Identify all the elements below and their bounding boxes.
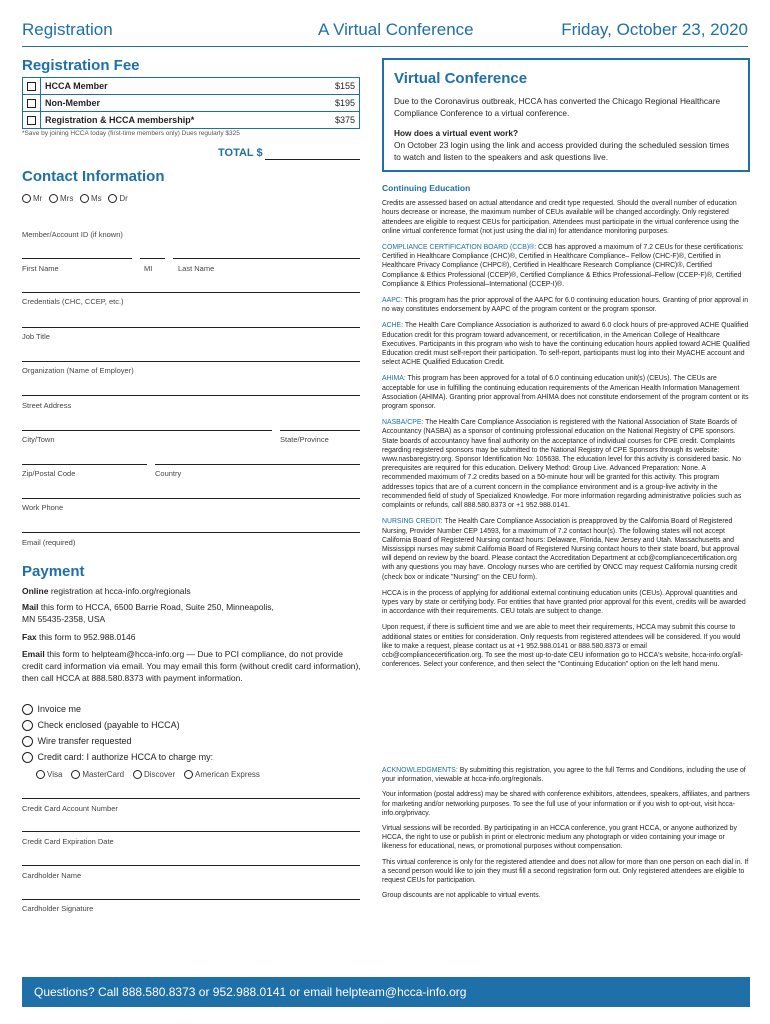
member-id-label: Member/Account ID (if known) <box>22 230 123 239</box>
header-conference: A Virtual Conference <box>318 20 474 39</box>
radio-check[interactable] <box>22 720 33 731</box>
radio-wire[interactable] <box>22 736 33 747</box>
cardholder-name-label: Cardholder Name <box>22 871 82 880</box>
zip-label: Zip/Postal Code <box>22 469 76 478</box>
card-label: Visa <box>47 770 63 779</box>
radio-discover[interactable] <box>133 770 142 779</box>
payment-option[interactable] <box>22 752 213 763</box>
radio-mrs[interactable] <box>49 194 58 203</box>
option-label: Credit card: I authorize HCCA to charge my: <box>37 752 214 762</box>
ack-info-sharing: Your information (postal address) may be shared with conference exhibitors, attendees, speakers, affiliates, and partners for marketing and/or networking purposes. To see the full use of your information or if you wish to opt-out, visit hcca-info.org/privacy. <box>382 791 750 817</box>
email-payment-text: this form to helpteam@hcca-info.org — Due to PCI compliance, do not provide credit card information via email. You may email this form (without credit card information), then call HCCA at 888.580.8373 with payment information. <box>22 649 361 683</box>
radio-mastercard[interactable] <box>71 770 80 779</box>
phone-label: Work Phone <box>22 503 64 512</box>
virtual-answer: On October 23 login using the link and access provided during the scheduled session times to watch and listen to the speakers and ask questions live. <box>394 140 730 162</box>
checkbox[interactable] <box>27 99 36 108</box>
fee-checkbox-cell[interactable] <box>23 78 41 95</box>
ack-paragraph <box>382 766 750 784</box>
fee-row <box>23 78 360 95</box>
continuing-education-section <box>382 184 750 669</box>
fee-label: Non-Member <box>41 95 326 112</box>
street-label: Street Address <box>22 401 72 410</box>
checkbox[interactable] <box>27 116 36 125</box>
cardholder-signature-label: Cardholder Signature <box>22 904 94 913</box>
salutation-group <box>22 194 128 203</box>
country-label: Country <box>155 469 182 478</box>
job-title-label: Job Title <box>22 332 50 341</box>
nasba-heading: NASBA/CPE: <box>382 419 424 427</box>
card-label: American Express <box>195 770 260 779</box>
nursing-heading: NURSING CREDIT: <box>382 518 443 526</box>
registration-fee-title: Registration Fee <box>22 57 140 74</box>
fee-checkbox-cell[interactable] <box>23 112 41 129</box>
ache-paragraph <box>382 321 750 367</box>
state-field[interactable] <box>280 430 360 431</box>
footer-bar <box>22 977 750 1007</box>
cc-number-field[interactable] <box>22 798 360 799</box>
ccb-text: CCB has approved a maximum of 7.2 CEUs for these certifications: Certified in Healthcare Compliance (CHC)®, Certified in Healthcare Compliance– Fellow (CHC-F)®, Certified in Healthcare Privacy Compliance (CHPC®), Certified in Healthcare Research Compliance (CHRC)®, Certified Compliance & Ethics Professional (CCEP)®, Certified Compliance & Ethics Professional–Fellow (CCEP-F)®, Certified Compliance & Ethics Professional–International (CCEP-I)®. <box>382 244 744 288</box>
cc-number-label: Credit Card Account Number <box>22 804 118 813</box>
last-name-label: Last Name <box>178 264 215 273</box>
country-field[interactable] <box>155 464 360 465</box>
ahima-heading: AHIMA: <box>382 375 406 383</box>
payment-title: Payment <box>22 563 85 580</box>
payment-option[interactable] <box>22 736 132 747</box>
last-name-field[interactable] <box>173 258 360 259</box>
radio-dr[interactable] <box>108 194 117 203</box>
header-date: Friday, October 23, 2020 <box>561 20 748 39</box>
radio-invoice[interactable] <box>22 704 33 715</box>
ack-heading: ACKNOWLEDGMENTS: <box>382 767 458 774</box>
phone-field[interactable] <box>22 498 360 499</box>
fee-table <box>22 77 360 129</box>
nursing-text: The Health Care Compliance Association is preapproved by the California Board of Registered Nursing, Provider Number CEP 14593, for a maximum of 7.2 contact hour(s). The following states will not accept California Board of Registered Nursing contact hours: Delaware, Florida, New Jersey and Utah. Massachusetts and Mississippi nurses may submit California Board of Registered Nursing contact hours to their state board, but approval will depend on review by the board. Please contact the Accreditation Department at ccb@compliancecertification.org with any questions you may have. Oncology nurses who are certified by ONCC may request California nursing credit (check box or indicate "Nursing" on the CEU form). <box>382 518 740 581</box>
organization-field[interactable] <box>22 361 360 362</box>
mi-field[interactable] <box>140 258 165 259</box>
membership-note: *Save by joining HCCA today (first-time members only) Dues regularly $325 <box>22 130 240 137</box>
ack-recording: Virtual sessions will be recorded. By participating in an HCCA conference, you grant HCCA, or anyone authorized by HCCA, the right to use or publish in print or electronic medium any photograph or video containing your image or likeness for educational, news, or promotional purposes without compensation. <box>382 825 737 851</box>
mail-label: Mail <box>22 602 39 612</box>
online-label: Online <box>22 586 49 596</box>
virtual-conference-title: Virtual Conference <box>394 70 528 87</box>
fax-text: this form to 952.988.0146 <box>36 632 136 642</box>
first-name-label: First Name <box>22 264 59 273</box>
salutation-label: Dr <box>119 194 128 203</box>
checkbox[interactable] <box>27 82 36 91</box>
organization-label: Organization (Name of Employer) <box>22 366 134 375</box>
job-title-field[interactable] <box>22 327 360 328</box>
city-field[interactable] <box>22 430 272 431</box>
card-label: MasterCard <box>82 770 125 779</box>
process-paragraph: HCCA is in the process of applying for additional external continuing education units (CEUs). Approval quantities and types vary by state or certifying body. For entities that have granted prior approval for this event, credits will be awarded in accordance with their requirements. CEU totals are subject to change. <box>382 589 746 616</box>
nursing-paragraph <box>382 517 750 581</box>
ccb-heading: COMPLIANCE CERTIFICATION BOARD (CCB)®: <box>382 244 537 252</box>
street-field[interactable] <box>22 395 360 396</box>
ack-group-discount: Group discounts are not applicable to virtual events. <box>382 892 541 900</box>
radio-visa[interactable] <box>36 770 45 779</box>
radio-amex[interactable] <box>184 770 193 779</box>
radio-mr[interactable] <box>22 194 31 203</box>
ahima-paragraph <box>382 374 750 411</box>
mi-label: MI <box>144 264 153 273</box>
cc-expiration-field[interactable] <box>22 831 360 832</box>
state-label: State/Province <box>280 435 329 444</box>
fax-label: Fax <box>22 632 37 642</box>
virtual-question: How does a virtual event work? <box>394 128 519 138</box>
aapc-paragraph <box>382 296 750 314</box>
credentials-field[interactable] <box>22 292 360 293</box>
ack-text: By submitting this registration, you agree to the full Terms and Conditions, including the use of your information, viewable at hcca-info.org/regionals. <box>382 767 746 784</box>
nasba-paragraph <box>382 418 750 510</box>
request-paragraph: Upon request, if there is sufficient time and we are able to meet their requirements, HCCA may submit this course to additional states or entities for consideration. Only requests from registered attendees will be considered. If you would like to make a request, please contact us at +1 952.988.0141 or 888.580.8373 or email ccb@compliancecertification.org. To see the most up-to-date CEU information go to HCCA's website, hcca-info.org/all-conferences. Select your conference, and then select the "Continuing Education" option on the left hand menu. <box>382 624 743 669</box>
fee-price: $195 <box>326 95 360 112</box>
fee-label: HCCA Member <box>41 78 326 95</box>
virtual-conference-text: Due to the Coronavirus outbreak, HCCA has converted the Chicago Regional Healthcare Compliance Conference to a virtual conference. <box>394 96 721 118</box>
email-label: Email (required) <box>22 538 76 547</box>
continuing-education-title: Continuing Education <box>382 183 471 193</box>
virtual-conference-box <box>382 58 750 172</box>
radio-ms[interactable] <box>80 194 89 203</box>
contact-information-title: Contact Information <box>22 168 165 185</box>
city-label: City/Town <box>22 435 55 444</box>
salutation-label: Mr <box>33 194 43 203</box>
ccb-paragraph <box>382 243 750 289</box>
fee-row <box>23 112 360 129</box>
card-type-group <box>36 770 260 779</box>
online-payment <box>22 585 362 597</box>
option-label: Invoice me <box>37 704 82 714</box>
footer-contact-text: Questions? Call 888.580.8373 or 952.988.0141 or email helpteam@hcca-info.org <box>34 985 467 999</box>
option-label: Wire transfer requested <box>37 736 132 746</box>
cc-expiration-label: Credit Card Expiration Date <box>22 837 114 846</box>
total-input-line[interactable] <box>265 159 360 160</box>
fax-payment <box>22 631 362 643</box>
ahima-text: This program has been approved for a total of 6.0 continuing education unit(s) (CEUs). The CEUs are acceptable for use in fulfilling the continuing education requirements of the American Health Information Management Association (AHIMA). Granting prior approval from AHIMA does not constitute endorsement of the program content or its program sponsor. <box>382 375 749 411</box>
email-field[interactable] <box>22 532 360 533</box>
total-label: TOTAL $ <box>218 147 263 159</box>
payment-option[interactable] <box>22 720 180 731</box>
payment-option[interactable] <box>22 704 81 715</box>
header-registration: Registration <box>22 20 113 39</box>
zip-field[interactable] <box>22 464 147 465</box>
salutation-label: Ms <box>91 194 102 203</box>
fee-label: Registration & HCCA membership* <box>41 112 326 129</box>
email-payment-label: Email <box>22 649 45 659</box>
first-name-field[interactable] <box>22 258 132 259</box>
fee-price: $155 <box>326 78 360 95</box>
credentials-label: Credentials (CHC, CCEP, etc.) <box>22 297 124 306</box>
mail-text: this form to HCCA, 6500 Barrie Road, Suite 250, Minneapolis, MN 55435-2358, USA <box>22 602 274 624</box>
salutation-label: Mrs <box>60 194 74 203</box>
ache-text: The Health Care Compliance Association is authorized to award 6.0 clock hours of pre-approved ACHE Qualified Education credit for this program toward advancement, or recertification, in the American College of Healthcare Executives. Participants in this program who wish to have the continuing education hours applied toward ACHE Qualified Education credit must self-report their participation. To self-report, participants must log into their MyACHE account and select ACHE Qualified Education Credit. <box>382 322 750 367</box>
header-divider <box>22 46 748 47</box>
ache-heading: ACHE: <box>382 322 404 330</box>
email-payment <box>22 648 362 684</box>
option-label: Check enclosed (payable to HCCA) <box>37 720 180 730</box>
aapc-text: This program has the prior approval of the AAPC for 6.0 continuing education hours. Granting of prior approval in no way constitutes endorsement by AAPC of the program content or the program sponsor. <box>382 297 749 314</box>
aapc-heading: AAPC: <box>382 297 403 305</box>
radio-credit-card[interactable] <box>22 752 33 763</box>
online-text: registration at hcca-info.org/regionals <box>48 586 191 596</box>
nasba-text: The Health Care Compliance Association is registered with the National Association of State Boards of Accountancy (NASBA) as a sponsor of continuing professional education on the National Registry of CPE sponsors. State boards of accountancy have final authority on the acceptance of individual courses for CPE credit. Complaints regarding registered sponsors may be submitted to the National Registry of CPE Sponsors through its website: www.nasbaregistry.org. Sponsor Identification No: 105638. The education level for this activity is considered basic. No prerequisites are required for this education. Delivery Method: Group Live. Advanced Preparation: None. A recommended maximum of 7.2 credits based on a 50-minute hour will be granted for this activity. This program addresses topics that are of a current concern in the compliance environment and is a group-live activity in the recommended field of study of Specialized Knowledge. For more information regarding administrative policies such as complaints or refunds, call 888.580.8373 or +1 952.988.0141. <box>382 419 742 510</box>
cardholder-signature-field[interactable] <box>22 899 360 900</box>
fee-row <box>23 95 360 112</box>
mail-payment <box>22 601 282 625</box>
card-label: Discover <box>144 770 176 779</box>
ce-intro: Credits are assessed based on actual attendance and credit type requested. Should the overall number of education hours decrease or increase, the maximum number of CEUs available will be changed accordingly. Only registered attendees are eligible to request CEUs for participation. Attendees must participate in the virtual conference using the online virtual conference format (not just using the dial in) for attendance monitoring purposes. <box>382 200 739 235</box>
cardholder-name-field[interactable] <box>22 865 360 866</box>
page-header <box>0 0 770 50</box>
fee-checkbox-cell[interactable] <box>23 95 41 112</box>
acknowledgments-section <box>382 766 750 900</box>
fee-price: $375 <box>326 112 360 129</box>
ack-single-attendee: This virtual conference is only for the registered attendee and does not allow for more than one person on each dial in. If a second person would like to join they must fill a second registration form out. Only registered attendees are eligible to request CEUs for participation. <box>382 858 749 885</box>
